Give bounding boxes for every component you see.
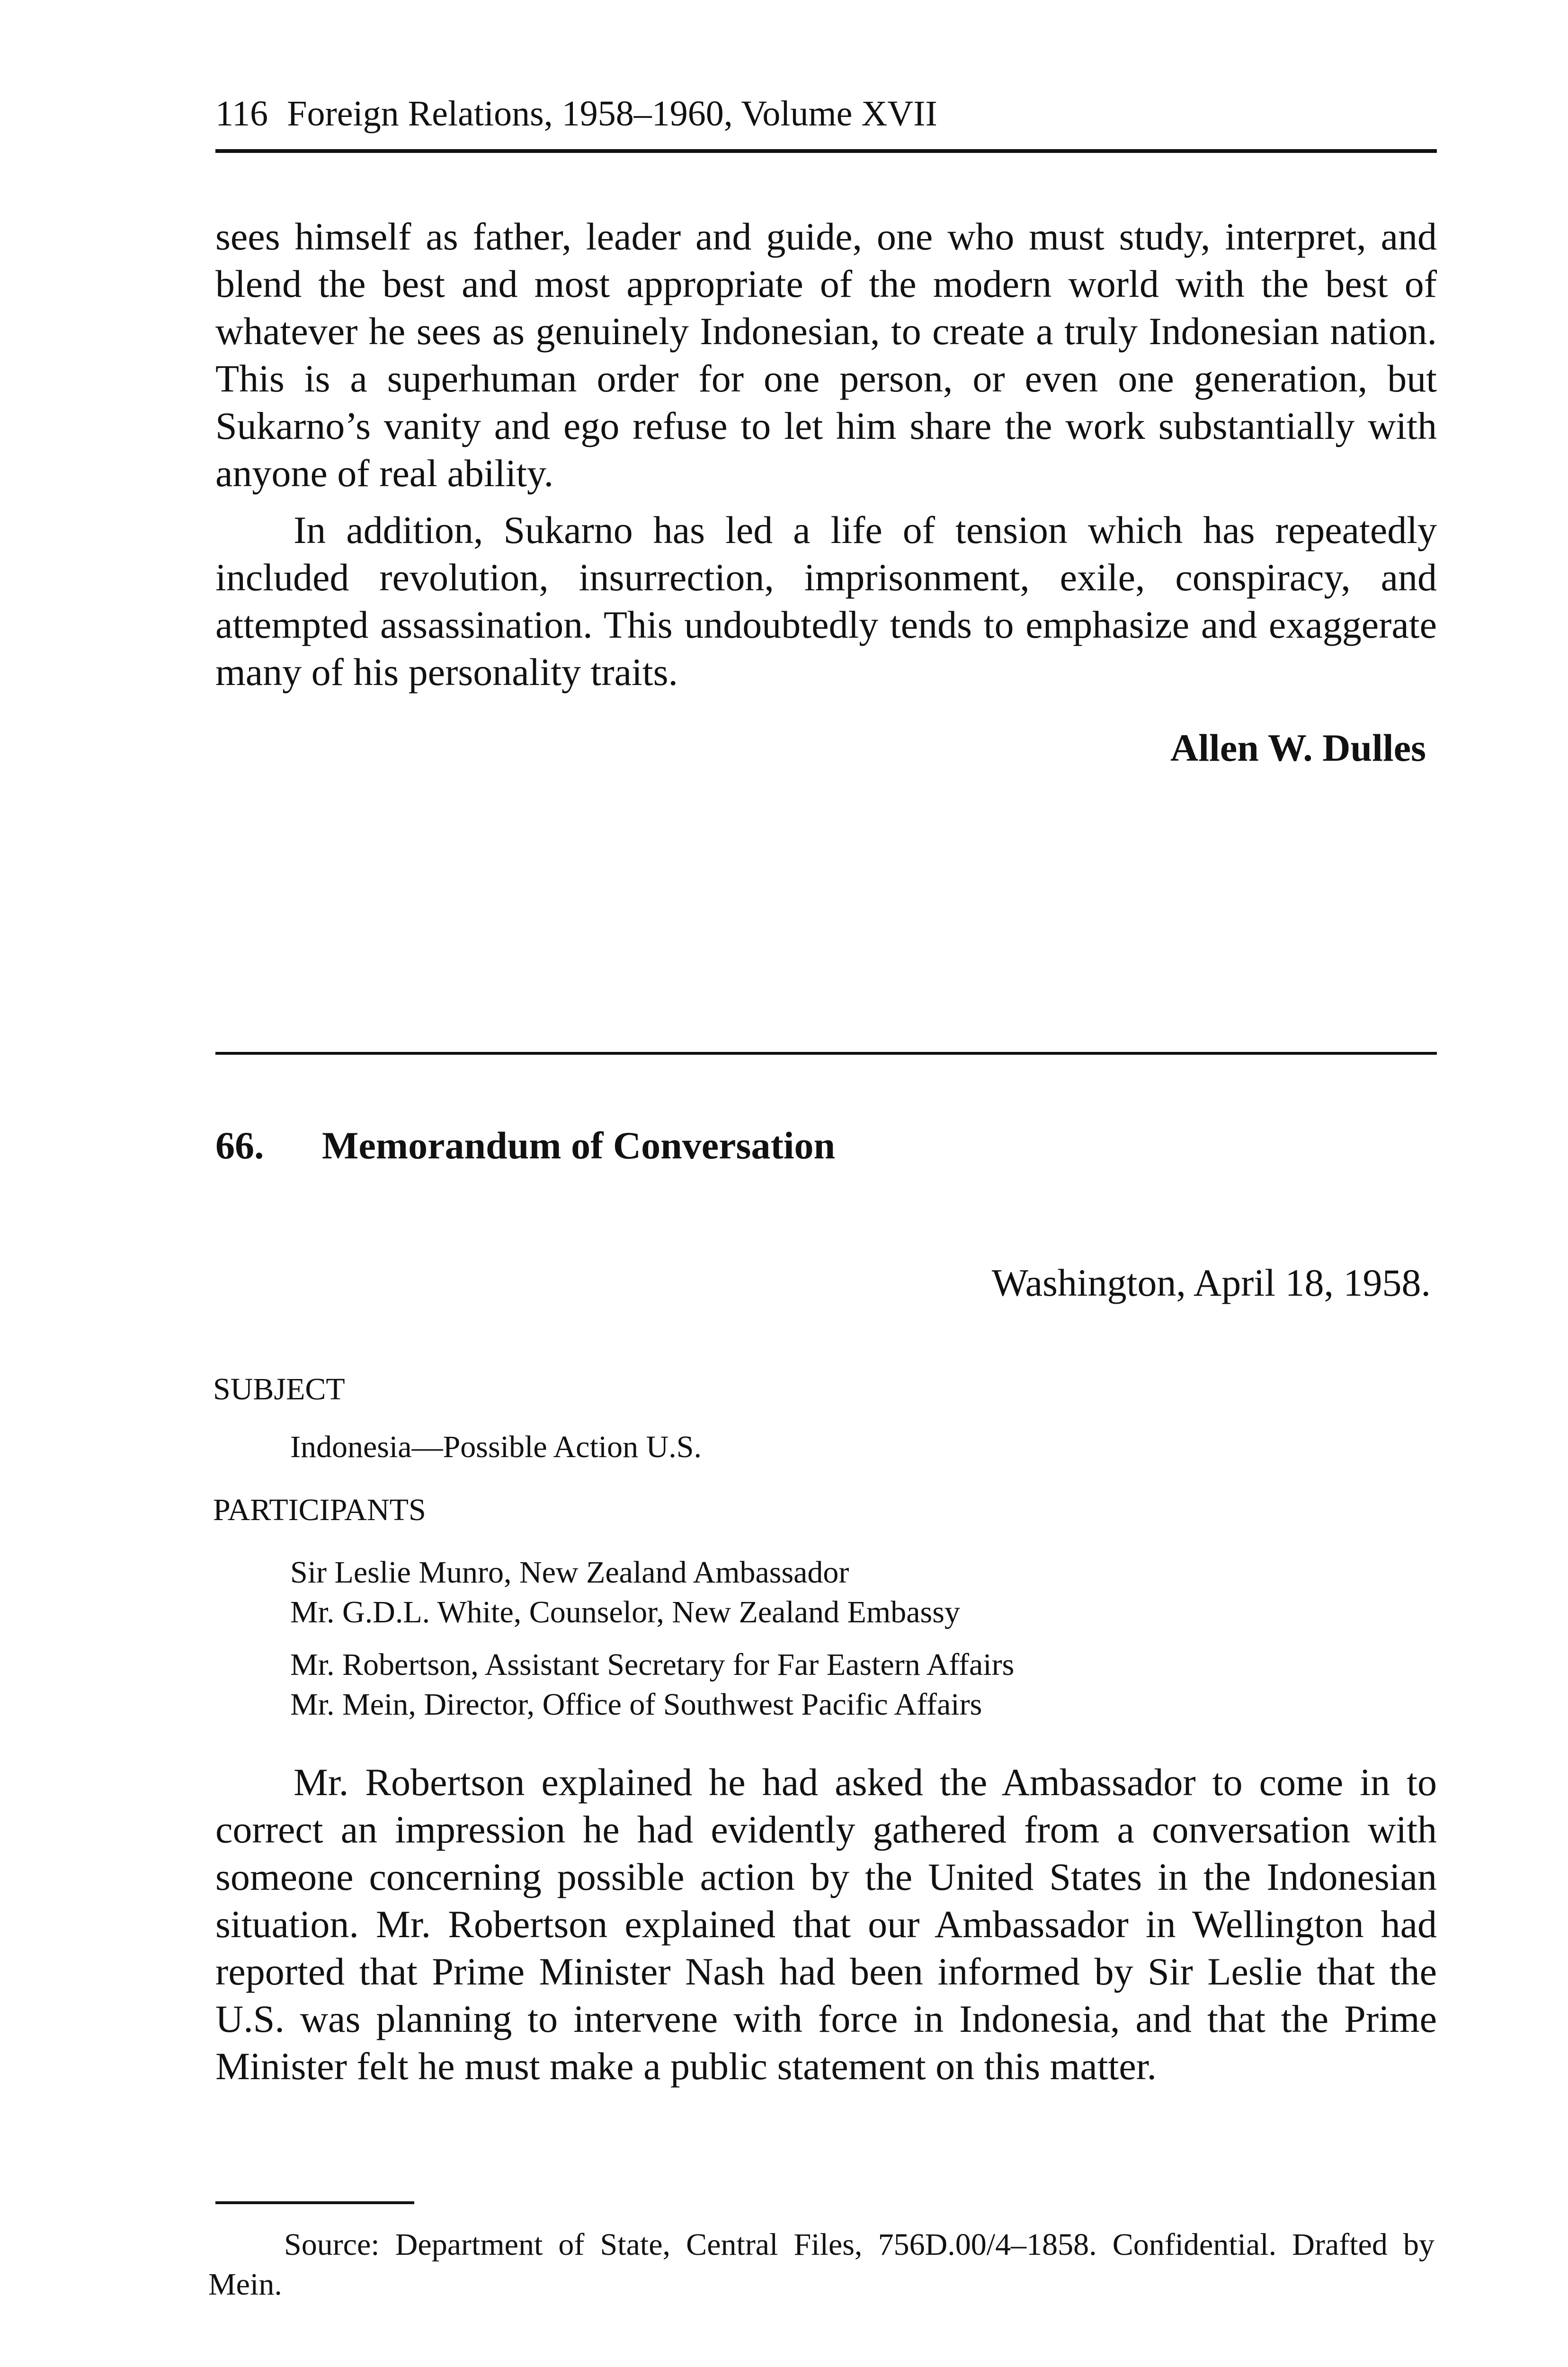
page-number: 116 [215, 94, 268, 133]
participant: Mr. Mein, Director, Office of Southwest Pacific Affairs [290, 1687, 982, 1722]
section-divider [215, 1052, 1437, 1055]
running-head [215, 90, 937, 137]
subject-label: SUBJECT [213, 1372, 345, 1406]
participant: Mr. Robertson, Assistant Secretary for Far Eastern Affairs [290, 1647, 1015, 1682]
signature: Allen W. Dulles [1170, 726, 1426, 769]
document-title: Memorandum of Conversation [322, 1124, 836, 1167]
header-rule [215, 149, 1437, 153]
subject-value: Indonesia—Possible Action U.S. [290, 1430, 702, 1464]
participants-group-new-zealand [290, 1553, 960, 1632]
participants-label: PARTICIPANTS [213, 1493, 426, 1527]
document-heading [215, 1122, 835, 1169]
running-title: Foreign Relations, 1958–1960, Volume XVII [287, 94, 937, 133]
footnote-rule [215, 2201, 414, 2204]
memorandum-body: Mr. Robertson explained he had asked the Ambassador to come in to correct an impression he had evidently gathered from a conversation with someone concerning possible action by the United States in the Indonesian situation. Mr. Robertson explained that our Ambassador in Wellington had reported that Prime Minister Nash had been informed by Sir Leslie that the U.S. was planning to intervene with force in Indonesia, and that the Prime Minister felt he must make a public statement on this matter. [215, 1761, 1437, 2088]
continuation-paragraph: sees himself as father, leader and guide, one who must study, interpret, and blend the best and most appropriate of the modern world with the best of whatever he sees as genuinely Indonesian, to create a truly Indonesian nation. This is a superhuman order for one person, or even one generation, but Sukarno’s vanity and ego refuse to let him share the work substantially with anyone of real ability. [215, 215, 1437, 495]
participant: Sir Leslie Munro, New Zealand Ambassador [290, 1555, 849, 1590]
continuation-paragraph: In addition, Sukarno has led a life of tension which has repeatedly included revolution, insurrection, imprisonment, exile, conspiracy, and attempted assassination. This undoubtedly tends to emphasize and exaggerate many of his personality traits. [215, 508, 1437, 694]
document-number: 66. [215, 1124, 264, 1167]
source-footnote: Source: Department of State, Central Files, 756D.00/4–1858. Confidential. Drafted by Mein. [208, 2227, 1434, 2302]
participant: Mr. G.D.L. White, Counselor, New Zealand Embassy [290, 1595, 960, 1629]
dateline: Washington, April 18, 1958. [991, 1261, 1431, 1304]
participants-group-us [290, 1645, 1014, 1725]
